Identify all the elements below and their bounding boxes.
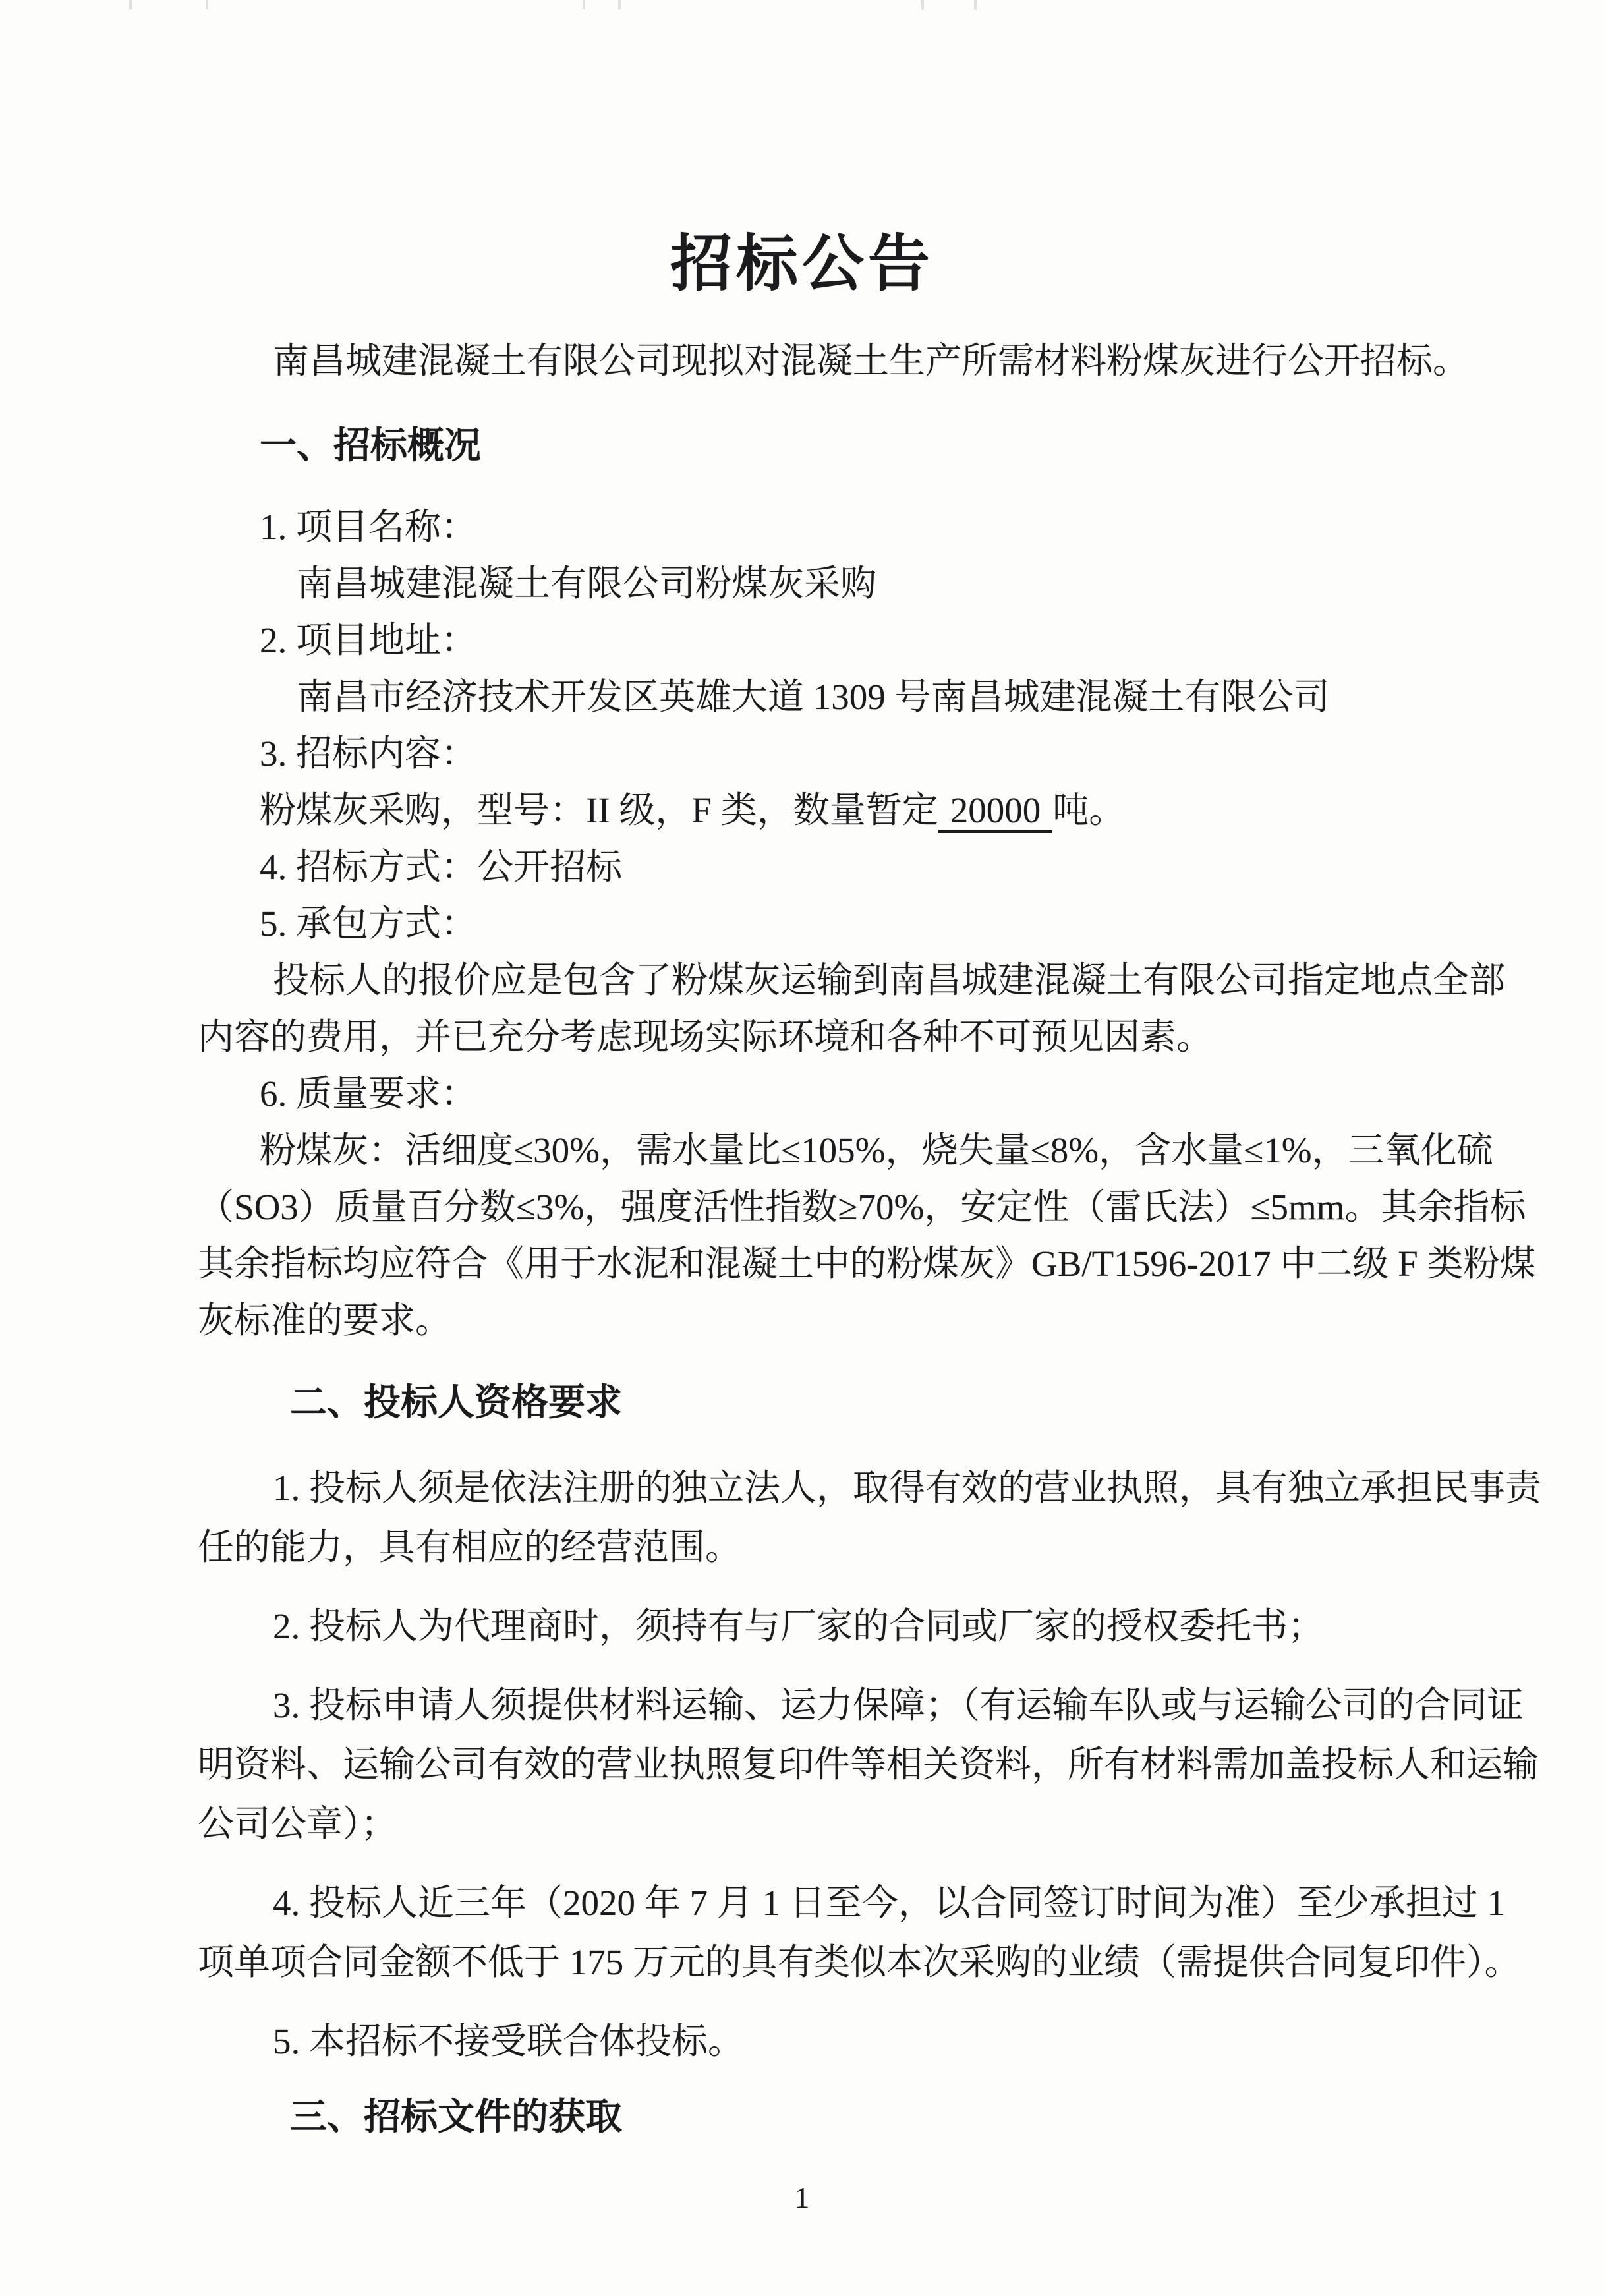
quality-requirements-text-2: （SO3）质量百分数≤3%，强度活性指数≥70%，安定性（雷氏法）≤5mm。其余指标 — [198, 1187, 1526, 1227]
contract-method-text-1: 投标人的报价应是包含了粉煤灰运输到南昌城建混凝土有限公司指定地点全部 — [273, 960, 1506, 1000]
scan-artifact — [206, 0, 208, 9]
item-tender-method: 4. 招标方式：公开招标 — [260, 847, 623, 887]
page-number: 1 — [794, 2181, 810, 2214]
project-name-value: 南昌城建混凝土有限公司粉煤灰采购 — [297, 563, 877, 604]
item-quality-requirements-label: 6. 质量要求： — [260, 1074, 478, 1114]
contract-method-text-2: 内容的费用，并已充分考虑现场实际环境和各种不可预见因素。 — [198, 1017, 1213, 1057]
scan-artifact — [618, 0, 621, 9]
bidder-req-2: 2. 投标人为代理商时，须持有与厂家的合同或厂家的授权委托书； — [273, 1606, 1325, 1646]
quality-requirements-text-1: 粉煤灰：活细度≤30%，需水量比≤105%，烧失量≤8%，含水量≤1%，三氧化硫 — [260, 1130, 1493, 1170]
intro-paragraph: 南昌城建混凝土有限公司现拟对混凝土生产所需材料粉煤灰进行公开招标。 — [273, 341, 1470, 381]
text-segment: 吨。 — [1052, 790, 1126, 830]
bidder-req-3-line-3: 公司公章）； — [198, 1804, 397, 1844]
quality-requirements-text-4: 灰标准的要求。 — [198, 1300, 452, 1340]
bidder-req-5: 5. 本招标不接受联合体投标。 — [273, 2021, 745, 2061]
section-heading-3: 三、招标文件的获取 — [290, 2096, 622, 2137]
scan-artifact — [974, 0, 977, 9]
bidder-req-3-line-1: 3. 投标申请人须提供材料运输、运力保障；（有运输车队或与运输公司的合同证 — [273, 1685, 1524, 1725]
bidder-req-4-line-2: 项单项合同金额不低于 175 万元的具有类似本次采购的业绩（需提供合同复印件）。 — [198, 1942, 1521, 1982]
underlined-value: 20000 — [938, 790, 1053, 833]
section-heading-1: 一、招标概况 — [260, 424, 481, 466]
item-project-address-label: 2. 项目地址： — [260, 620, 478, 660]
bidder-req-4-line-1: 4. 投标人近三年（2020 年 7 月 1 日至今，以合同签订时间为准）至少承担过 1 — [273, 1883, 1506, 1923]
scan-artifact — [921, 0, 924, 9]
quality-requirements-text-3: 其余指标均应符合《用于水泥和混凝土中的粉煤灰》GB/T1596-2017 中二级 F 类粉煤 — [198, 1244, 1536, 1284]
bidder-req-3-line-2: 明资料、运输公司有效的营业执照复印件等相关资料，所有材料需加盖投标人和运输 — [198, 1744, 1539, 1785]
section-heading-2: 二、投标人资格要求 — [290, 1381, 622, 1423]
item-tender-content-label: 3. 招标内容： — [260, 733, 478, 774]
bidder-req-1-line-1: 1. 投标人须是依法注册的独立法人，取得有效的营业执照，具有独立承担民事责 — [273, 1468, 1542, 1508]
item-contract-method-label: 5. 承包方式： — [260, 904, 478, 944]
text-segment: 粉煤灰采购，型号：II 级，F 类，数量暂定 — [260, 790, 938, 830]
tender-content-value — [260, 782, 1604, 839]
scan-artifact — [129, 0, 132, 9]
bidder-req-1-line-2: 任的能力，具有相应的经营范围。 — [198, 1527, 742, 1567]
project-address-value: 南昌市经济技术开发区英雄大道 1309 号南昌城建混凝土有限公司 — [297, 677, 1330, 717]
doc-body — [0, 333, 1604, 2145]
scan-artifact — [583, 0, 585, 9]
doc-title: 招标公告 — [670, 230, 934, 299]
item-project-name-label: 1. 项目名称： — [260, 507, 478, 547]
